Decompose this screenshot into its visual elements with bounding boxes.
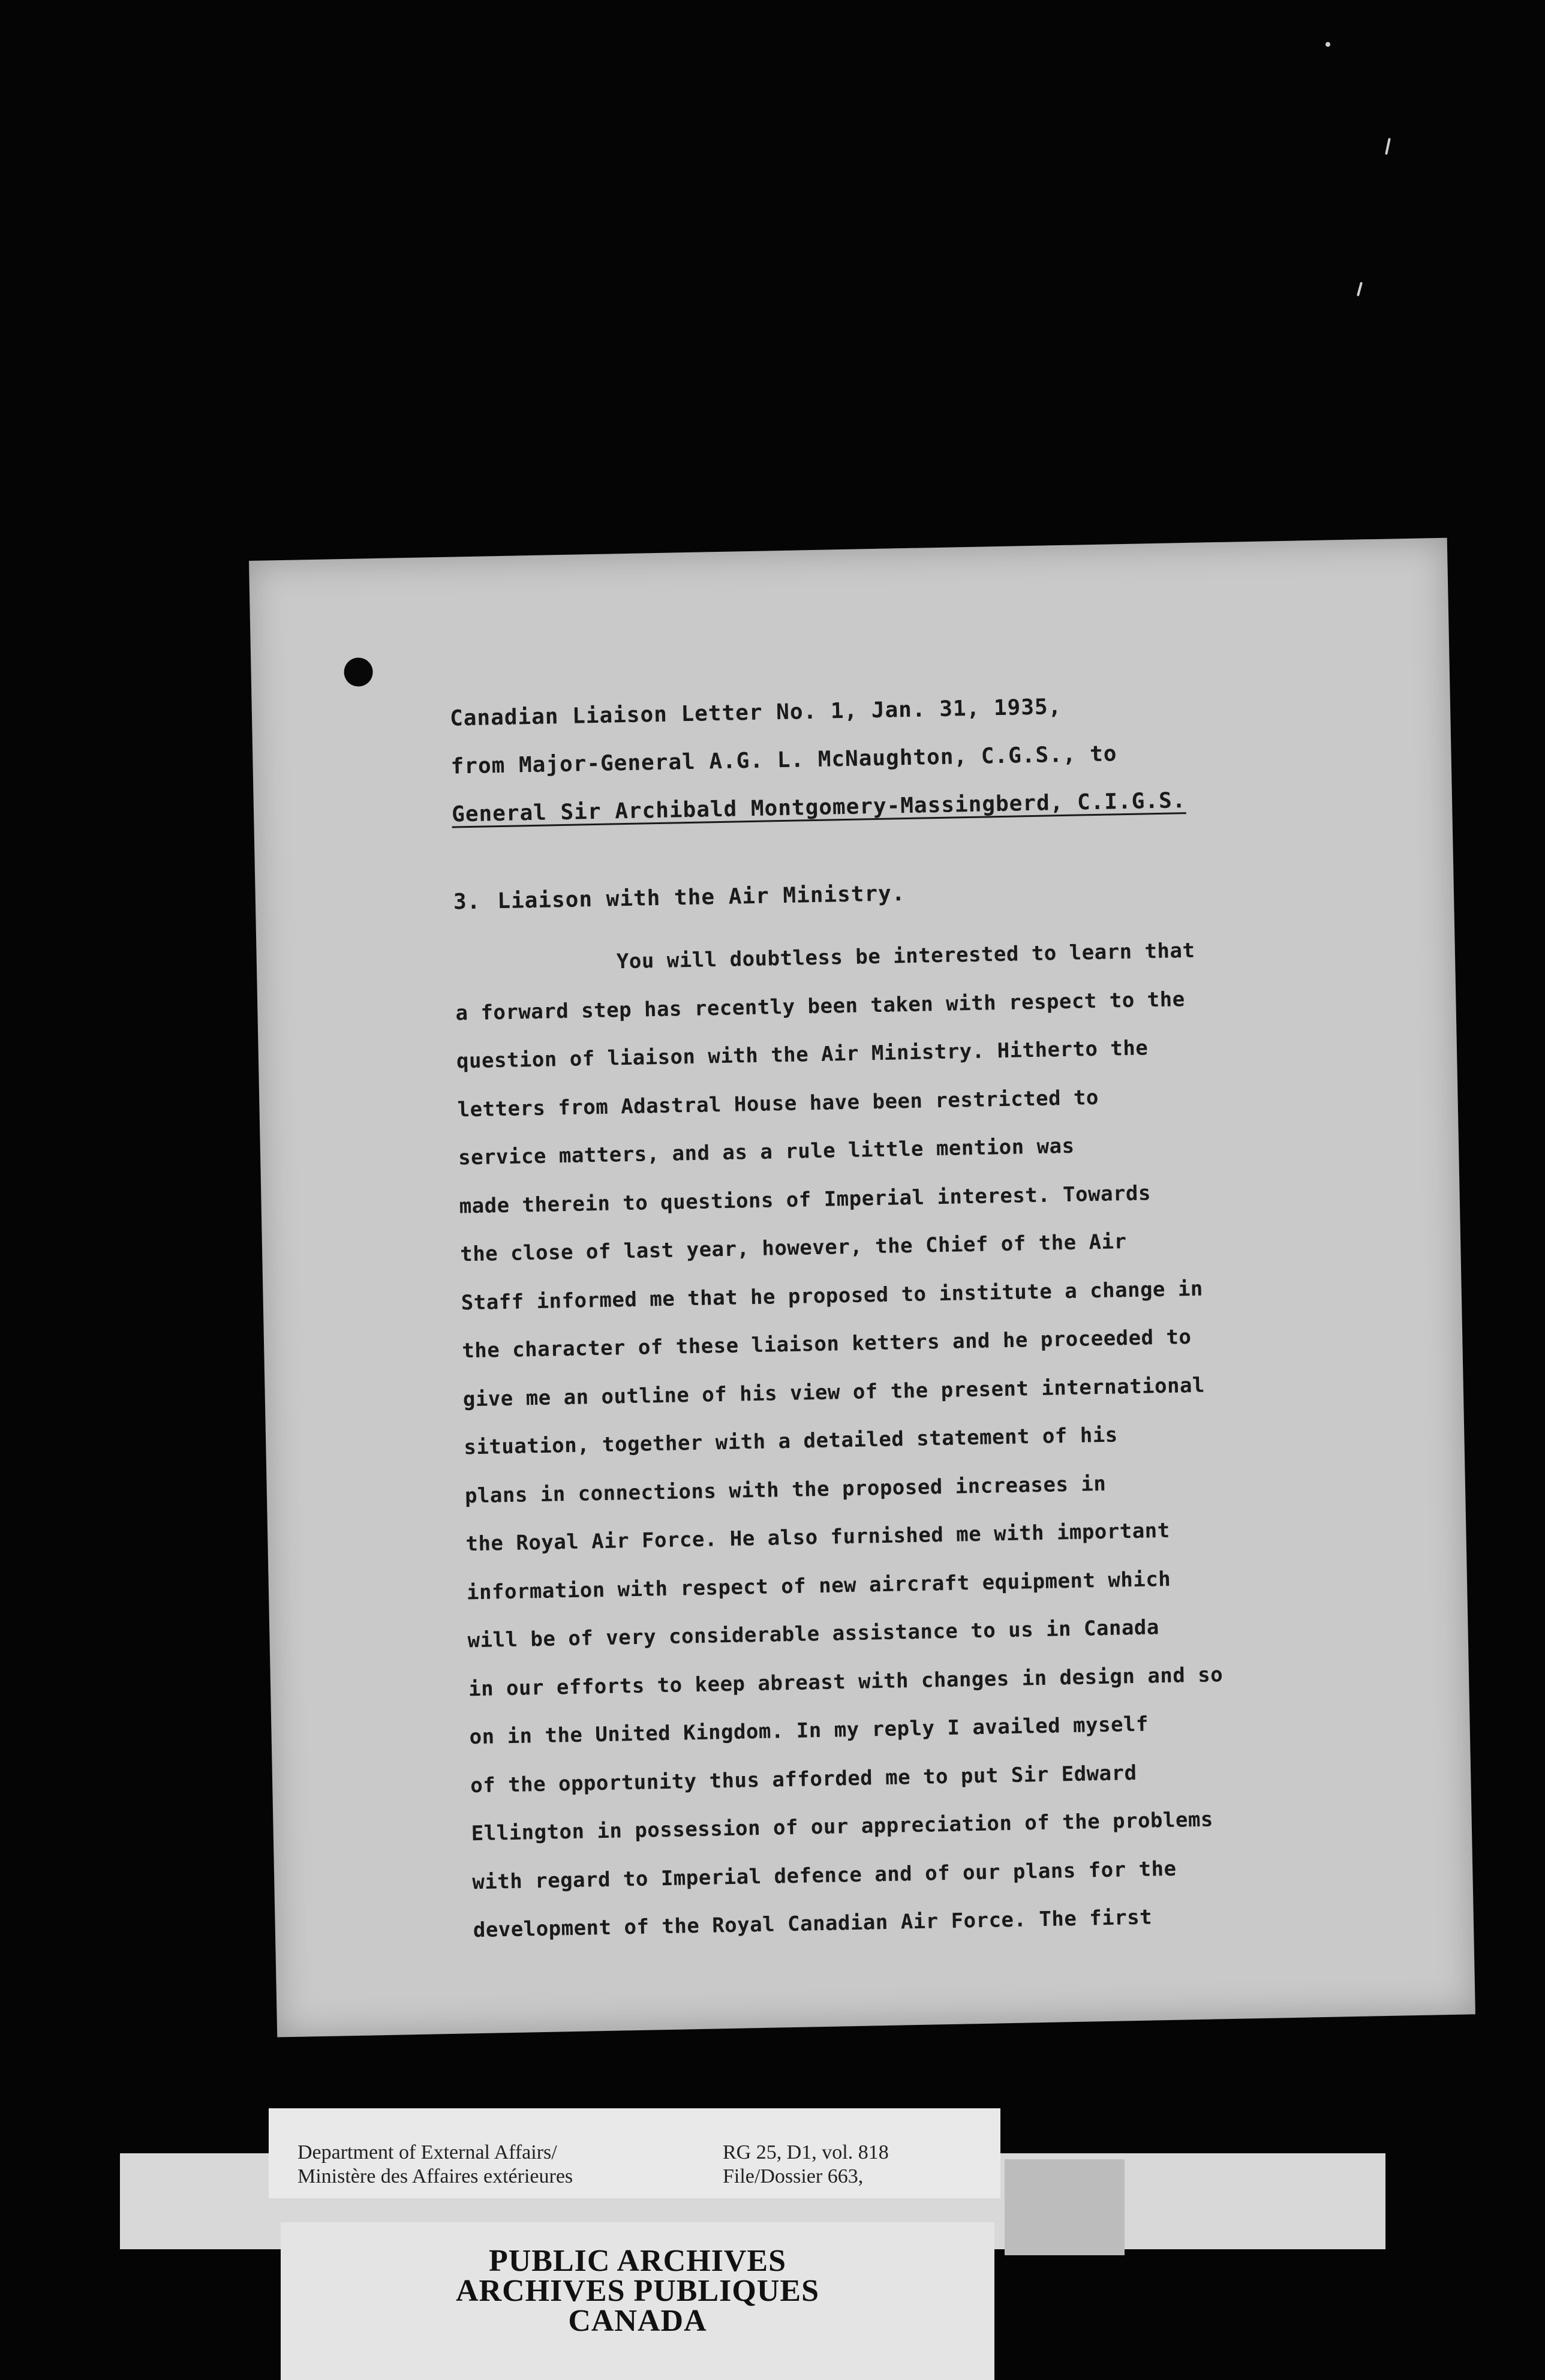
body-line: service matters, and as a rule little mention was	[458, 1134, 1075, 1170]
stamp-line-fr: ARCHIVES PUBLIQUES	[455, 2274, 820, 2308]
body-line: the Royal Air Force. He also furnished me with important	[465, 1518, 1171, 1556]
body-line: situation, together with a detailed statement of his	[464, 1423, 1119, 1460]
film-scratch	[1357, 282, 1363, 296]
body-line: letters from Adastral House have been restricted to	[457, 1085, 1099, 1122]
body-line: give me an outline of his view of the present international	[462, 1373, 1206, 1411]
header-line-to: General Sir Archibald Montgomery-Massingberd, C.I.G.S.	[451, 788, 1186, 827]
header-line-from: from Major-General A.G. L. McNaughton, C.G.S., to	[450, 741, 1117, 779]
body-line: in our efforts to keep abreast with changes in design and so	[468, 1662, 1224, 1701]
body-line: with regard to Imperial defence and of our plans for the	[471, 1856, 1177, 1894]
body-line: You will doubtless be interested to learn that	[616, 938, 1195, 974]
archives-stamp	[281, 2246, 994, 2336]
letter-body	[454, 926, 1228, 1954]
body-line: the close of last year, however, the Chief of the Air	[459, 1230, 1127, 1267]
archive-reference-label	[269, 2108, 1000, 2198]
header-line-title: Canadian Liaison Letter No. 1, Jan. 31, 1935,	[449, 695, 1062, 731]
file-number: File/Dossier 663,	[723, 2165, 864, 2187]
department-label	[297, 2141, 573, 2189]
film-scratch	[1325, 42, 1330, 47]
section-heading	[453, 881, 906, 914]
department-fr: Ministère des Affaires extérieures	[297, 2165, 573, 2187]
body-line: development of the Royal Canadian Air Force. The first	[473, 1905, 1153, 1943]
body-line: will be of very considerable assistance to us in Canada	[467, 1615, 1160, 1653]
body-line: of the opportunity thus afforded me to put Sir Edward	[470, 1760, 1137, 1798]
body-line: the character of these liaison ketters and he proceeded to	[461, 1325, 1192, 1363]
stamp-line-en: PUBLIC ARCHIVES	[488, 2244, 787, 2278]
punch-hole	[344, 657, 373, 687]
body-line: plans in connections with the proposed increases in	[464, 1471, 1107, 1508]
body-line: Ellington in possession of our appreciation of the problems	[471, 1807, 1214, 1846]
body-line: Staff informed me that he proposed to institute a change in	[461, 1276, 1204, 1315]
letter-header	[449, 681, 1186, 839]
department-en: Department of External Affairs/	[297, 2141, 557, 2163]
section-number: 3.	[453, 889, 481, 915]
body-line: a forward step has recently been taken with respect to the	[455, 987, 1185, 1026]
stamp-line-country: CANADA	[568, 2304, 707, 2338]
section-title: Liaison with the Air Ministry.	[497, 881, 906, 914]
archives-stamp-card	[281, 2222, 994, 2380]
record-group: RG 25, D1, vol. 818	[723, 2141, 889, 2163]
film-holder-tab	[1005, 2159, 1125, 2255]
body-line: on in the United Kingdom. In my reply I availed myself	[469, 1712, 1149, 1750]
reference-label	[723, 2141, 889, 2189]
body-line: made therein to questions of Imperial interest. Towards	[459, 1180, 1152, 1218]
document-page	[249, 538, 1475, 2038]
body-line: information with respect of new aircraft equipment which	[466, 1567, 1171, 1604]
film-scratch	[1385, 138, 1391, 155]
body-line: question of liaison with the Air Ministry. Hitherto the	[456, 1036, 1149, 1074]
